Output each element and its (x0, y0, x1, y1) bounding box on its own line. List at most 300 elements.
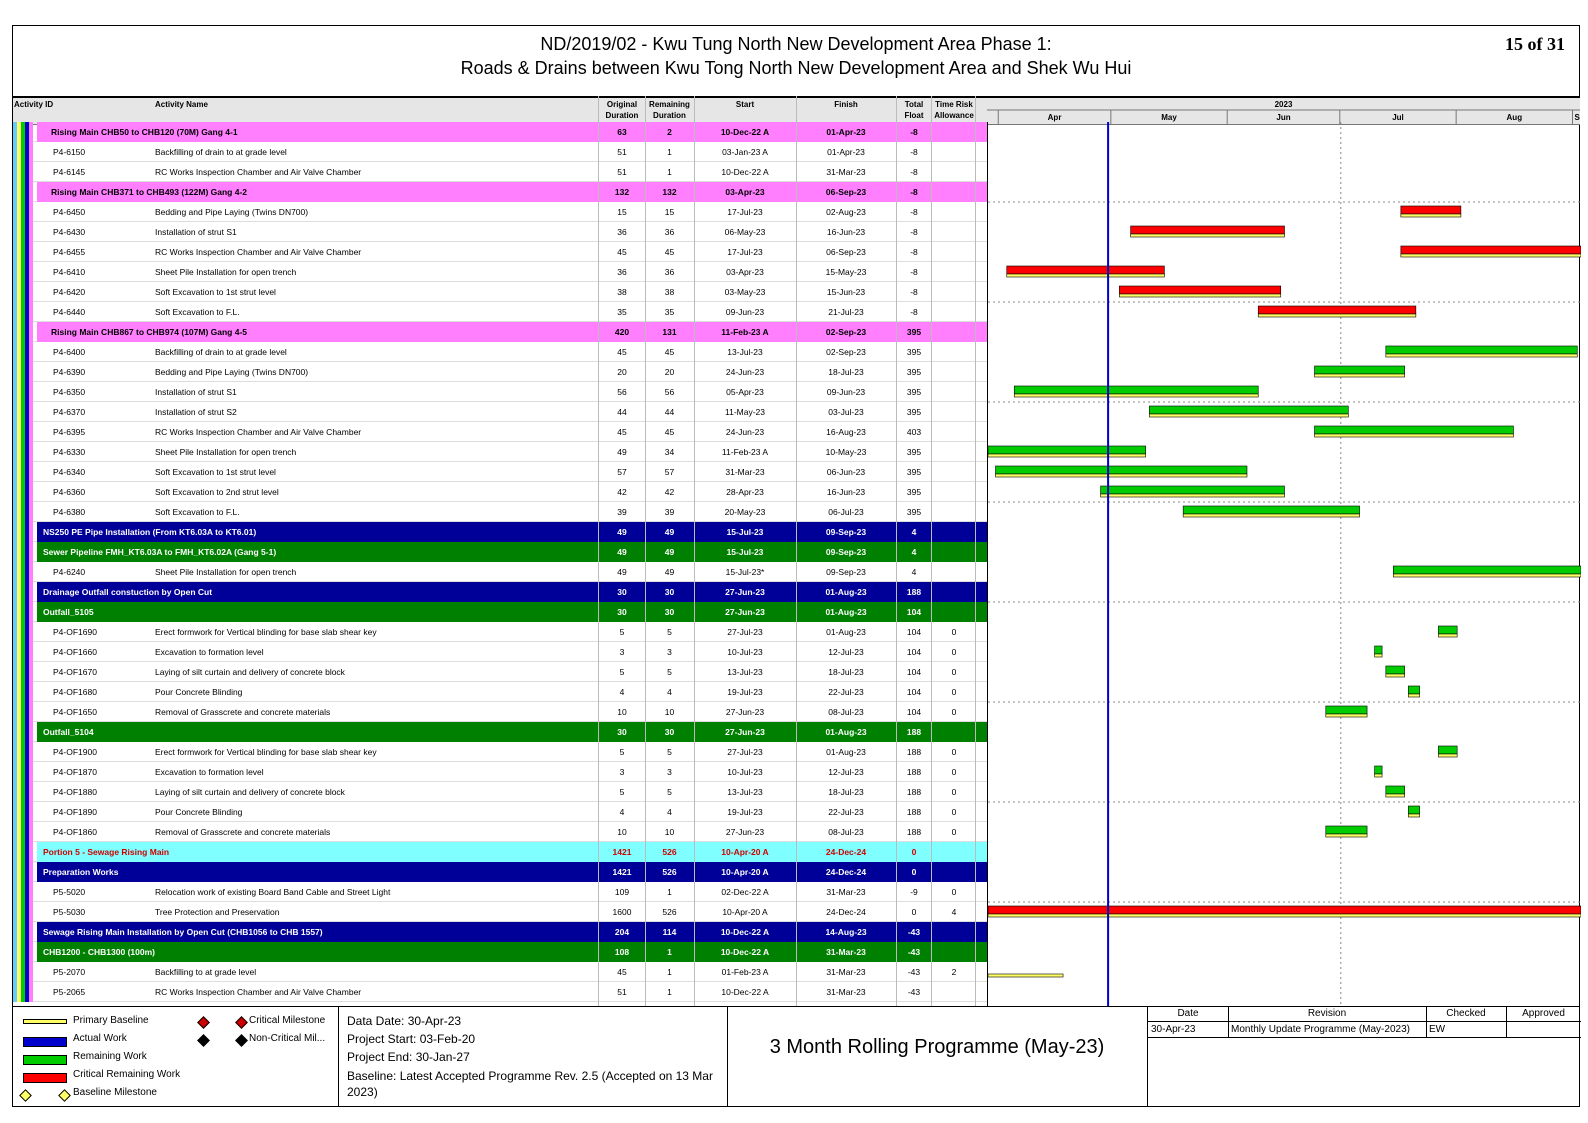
baseline-bar[interactable] (1375, 654, 1383, 657)
original-duration: 5 (619, 667, 625, 677)
finish-date: 12-Jul-23 (828, 647, 864, 657)
time-risk-allowance (932, 362, 976, 382)
remaining-duration: 526 (662, 847, 677, 857)
activity-row[interactable] (13, 222, 987, 242)
activity-id: P4-6380 (53, 507, 86, 517)
group-row[interactable] (13, 922, 987, 942)
finish-date: 02-Sep-23 (826, 347, 866, 357)
activity-row[interactable] (13, 402, 987, 422)
activity-row[interactable] (13, 802, 987, 822)
project-title-line-2: Roads & Drains between Kwu Tong North New Development Area and Shek Wu Hui (460, 58, 1132, 78)
activity-id: P5-2070 (53, 967, 86, 977)
activity-row[interactable] (13, 162, 987, 182)
activity-row[interactable] (13, 462, 987, 482)
start-date: 15-Jul-23* (725, 567, 765, 577)
total-float: 395 (906, 507, 922, 517)
rev-header-date: Date (1177, 1008, 1199, 1019)
remaining-work-bar[interactable] (1375, 646, 1383, 654)
outline-level-stripe (29, 482, 33, 502)
remaining-duration: 3 (667, 767, 672, 777)
original-duration: 51 (617, 147, 627, 157)
baseline-bar[interactable] (1131, 234, 1285, 237)
activity-row[interactable] (13, 762, 987, 782)
time-risk-allowance (932, 162, 976, 182)
total-float: 104 (906, 707, 922, 717)
activity-name: Soft Excavation to F.L. (155, 307, 240, 317)
group-row[interactable] (13, 182, 987, 202)
total-float: 104 (906, 687, 922, 697)
activity-row[interactable] (13, 502, 987, 522)
original-duration: 30 (617, 587, 627, 597)
outline-level-stripe (29, 322, 33, 342)
col-total-float[interactable]: Total Float (904, 100, 924, 120)
critical-milestone-icon (197, 1016, 210, 1029)
column-divider (896, 96, 897, 1006)
original-duration: 10 (617, 707, 627, 717)
group-row[interactable] (13, 122, 987, 142)
activity-id: P4-6240 (53, 567, 86, 577)
activity-name: Relocation work of existing Board Band Cable and Street Light (155, 887, 391, 897)
baseline-bar[interactable] (1014, 394, 1258, 397)
baseline-bar[interactable] (1401, 254, 1581, 257)
remaining-work-bar[interactable] (996, 466, 1247, 474)
activity-name: Installation of strut S2 (155, 407, 237, 417)
group-name: Preparation Works (43, 867, 119, 877)
finish-date: 18-Jul-23 (828, 367, 864, 377)
start-date: 11-Feb-23 A (721, 447, 769, 457)
outline-level-stripe (29, 942, 33, 962)
total-float: 104 (906, 667, 922, 677)
group-name: Rising Main CHB371 to CHB493 (122M) Gang 4-2 (51, 187, 248, 197)
actual-work-swatch (23, 1037, 67, 1047)
baseline-milestone-icon (19, 1089, 32, 1102)
finish-date: 24-Dec-24 (825, 847, 867, 857)
outline-level-stripe (29, 902, 33, 922)
baseline-bar[interactable] (1258, 314, 1416, 317)
original-duration: 4 (619, 687, 625, 697)
col-finish[interactable]: Finish (834, 100, 858, 109)
remaining-work-bar[interactable] (1393, 566, 1581, 574)
activity-id: P4-6390 (53, 367, 86, 377)
remaining-work-bar[interactable] (1326, 826, 1367, 834)
time-risk-allowance: 0 (951, 887, 957, 897)
critical-work-bar[interactable] (1401, 206, 1461, 214)
activity-row[interactable] (13, 742, 987, 762)
baseline-bar[interactable] (1408, 814, 1419, 817)
activity-row[interactable] (13, 642, 987, 662)
col-time-risk[interactable]: Time Risk Allowance (934, 100, 974, 120)
start-date: 06-May-23 (724, 227, 766, 237)
outline-level-stripe (29, 422, 33, 442)
total-float: 188 (906, 587, 922, 597)
remaining-duration: 5 (667, 667, 672, 677)
activity-row[interactable] (13, 242, 987, 262)
col-original-duration[interactable]: Original Duration (605, 100, 639, 120)
start-date: 03-Jan-23 A (722, 147, 768, 157)
activity-row[interactable] (13, 362, 987, 382)
total-float: 4 (911, 547, 917, 557)
original-duration: 45 (617, 247, 627, 257)
activity-id: P4-6410 (53, 267, 86, 277)
group-row[interactable] (13, 602, 987, 622)
activity-name: Sheet Pile Installation for open trench (155, 267, 297, 277)
remaining-work-bar[interactable] (1315, 426, 1514, 434)
baseline-bar[interactable] (1149, 414, 1348, 417)
finish-date: 14-Aug-23 (825, 927, 867, 937)
finish-date: 01-Aug-23 (825, 607, 867, 617)
group-name: Rising Main CHB867 to CHB974 (107M) Gang 4-5 (51, 327, 248, 337)
baseline-bar[interactable] (1326, 714, 1367, 717)
finish-date: 18-Jul-23 (828, 667, 864, 677)
start-date: 15-Jul-23 (726, 547, 764, 557)
outline-level-stripe (29, 722, 33, 742)
outline-level-stripe (29, 662, 33, 682)
group-row[interactable] (13, 582, 987, 602)
activity-row[interactable] (13, 702, 987, 722)
column-divider (796, 96, 797, 1006)
time-risk-allowance (932, 422, 976, 442)
finish-date: 06-Sep-23 (825, 187, 867, 197)
activity-row[interactable] (13, 482, 987, 502)
total-float: 104 (906, 627, 922, 637)
start-date: 03-Apr-23 (725, 187, 765, 197)
remaining-work-bar[interactable] (1386, 786, 1405, 794)
remaining-work-bar[interactable] (1315, 366, 1405, 374)
time-risk-allowance (932, 842, 976, 862)
activity-id: P4-6360 (53, 487, 86, 497)
outline-level-stripe (29, 922, 33, 942)
total-float: -43 (907, 947, 921, 957)
original-duration: 51 (617, 167, 627, 177)
original-duration: 30 (617, 727, 627, 737)
baseline-bar[interactable] (1315, 434, 1514, 437)
baseline-bar[interactable] (988, 974, 1063, 977)
start-date: 10-Dec-22 A (721, 167, 769, 177)
title-block (13, 26, 1579, 96)
group-row[interactable] (13, 722, 987, 742)
activity-row[interactable] (13, 382, 987, 402)
remaining-duration: 49 (664, 547, 675, 557)
outline-level-stripe (29, 162, 33, 182)
rev-header-approved: Approved (1522, 1008, 1565, 1019)
revision-table (1147, 1006, 1581, 1106)
time-risk-allowance (932, 282, 976, 302)
time-risk-allowance (932, 482, 976, 502)
activity-name: Sheet Pile Installation for open trench (155, 447, 297, 457)
time-risk-allowance (932, 522, 976, 542)
outline-level-stripe (29, 442, 33, 462)
remaining-work-bar[interactable] (1014, 386, 1258, 394)
start-date: 03-May-23 (724, 287, 766, 297)
remaining-work-bar[interactable] (1183, 506, 1359, 514)
remaining-work-bar[interactable] (1101, 486, 1285, 494)
col-activity-id[interactable]: Activity ID (14, 100, 54, 109)
group-name: Outfall_5105 (43, 607, 94, 617)
remaining-duration: 45 (664, 247, 675, 257)
remaining-work-bar[interactable] (988, 446, 1146, 454)
activity-row[interactable] (13, 302, 987, 322)
total-float: -43 (907, 927, 921, 937)
activity-id: P4-6430 (53, 227, 86, 237)
group-row[interactable] (13, 942, 987, 962)
activity-row[interactable] (13, 962, 987, 982)
remaining-duration: 34 (664, 447, 675, 457)
activity-row[interactable] (13, 562, 987, 582)
group-name: NS250 PE Pipe Installation (From KT6.03A to KT6.01) (43, 527, 257, 537)
baseline-bar[interactable] (1007, 274, 1165, 277)
remaining-duration: 1 (667, 167, 672, 177)
time-risk-allowance: 0 (951, 647, 957, 657)
total-float: 395 (906, 327, 922, 337)
activity-id: P5-2065 (53, 987, 86, 997)
activity-row[interactable] (13, 342, 987, 362)
activity-name: Excavation to formation level (155, 767, 264, 777)
activity-row[interactable] (13, 262, 987, 282)
remaining-work-bar[interactable] (1408, 806, 1419, 814)
remaining-duration: 42 (664, 487, 675, 497)
baseline-bar[interactable] (988, 914, 1581, 917)
outline-level-stripe (29, 362, 33, 382)
finish-date: 08-Jul-23 (828, 827, 864, 837)
finish-date: 06-Sep-23 (826, 247, 866, 257)
remaining-duration: 132 (662, 187, 677, 197)
outline-level-stripe (29, 202, 33, 222)
activity-id: P5-5030 (53, 907, 86, 917)
start-date: 10-Apr-20 A (721, 847, 769, 857)
baseline-bar[interactable] (1438, 634, 1457, 637)
time-risk-allowance (932, 602, 976, 622)
remaining-work-bar[interactable] (1386, 346, 1577, 354)
finish-date: 31-Mar-23 (826, 987, 866, 997)
activity-row[interactable] (13, 442, 987, 462)
outline-level-stripe (29, 962, 33, 982)
group-row[interactable] (13, 522, 987, 542)
group-row[interactable] (13, 542, 987, 562)
baseline-bar[interactable] (1408, 694, 1419, 697)
outline-level-stripe (29, 882, 33, 902)
critical-work-bar[interactable] (1258, 306, 1416, 314)
outline-level-stripe (29, 622, 33, 642)
remaining-work-bar[interactable] (1408, 686, 1419, 694)
activity-row[interactable] (13, 202, 987, 222)
outline-level-stripe (29, 462, 33, 482)
total-float: 188 (906, 787, 922, 797)
original-duration: 3 (619, 767, 625, 777)
baseline-bar[interactable] (1401, 214, 1461, 217)
outline-level-stripe (29, 642, 33, 662)
activity-row[interactable] (13, 422, 987, 442)
time-risk-allowance (932, 502, 976, 522)
time-risk-allowance (932, 582, 976, 602)
outline-level-stripe (29, 382, 33, 402)
baseline-bar[interactable] (1101, 494, 1285, 497)
activity-row[interactable] (13, 822, 987, 842)
start-date: 27-Jun-23 (725, 607, 765, 617)
remaining-duration: 3 (667, 647, 672, 657)
column-divider (931, 96, 932, 1006)
start-date: 13-Jul-23 (727, 787, 763, 797)
start-date: 24-Jun-23 (725, 427, 765, 437)
activity-row[interactable] (13, 662, 987, 682)
legend-remaining-work: Remaining Work (73, 1051, 147, 1062)
time-risk-allowance (932, 562, 976, 582)
month-label: May (1161, 113, 1177, 122)
activity-name: RC Works Inspection Chamber and Air Valve Chamber (155, 247, 362, 257)
baseline-bar[interactable] (1315, 374, 1405, 377)
original-duration: 3 (619, 647, 625, 657)
activity-row[interactable] (13, 882, 987, 902)
activity-row[interactable] (13, 282, 987, 302)
total-float: 4 (911, 567, 917, 577)
start-date: 17-Jul-23 (727, 207, 763, 217)
legend-critical-remaining: Critical Remaining Work (73, 1069, 181, 1080)
baseline-swatch (23, 1019, 67, 1024)
group-row[interactable] (13, 862, 987, 882)
column-divider (645, 96, 646, 1006)
remaining-duration: 5 (667, 787, 672, 797)
activity-row[interactable] (13, 782, 987, 802)
group-row[interactable] (13, 842, 987, 862)
col-start[interactable]: Start (735, 100, 755, 109)
month-label: S (1574, 113, 1580, 122)
time-risk-allowance (932, 982, 976, 1002)
finish-date: 06-Jun-23 (826, 467, 866, 477)
time-risk-allowance: 0 (951, 687, 957, 697)
outline-level-stripe (29, 702, 33, 722)
group-row[interactable] (13, 322, 987, 342)
finish-date: 31-Mar-23 (826, 167, 866, 177)
critical-work-swatch (23, 1073, 67, 1083)
remaining-duration: 45 (664, 427, 675, 437)
non-critical-milestone-icon-2 (235, 1034, 248, 1047)
remaining-duration: 49 (664, 527, 675, 537)
activity-id: P4-OF1680 (53, 687, 97, 697)
activity-row[interactable] (13, 682, 987, 702)
baseline-bar[interactable] (1326, 834, 1367, 837)
start-date: 28-Apr-23 (726, 487, 764, 497)
activity-id: P4-OF1870 (53, 767, 97, 777)
activity-name: Pour Concrete Blinding (155, 807, 243, 817)
outline-level-stripe (29, 782, 33, 802)
start-date: 11-Feb-23 A (721, 327, 769, 337)
baseline-bar[interactable] (1393, 574, 1581, 577)
start-date: 09-Jun-23 (725, 307, 765, 317)
outline-level-stripe (29, 862, 33, 882)
outline-level-stripe (29, 142, 33, 162)
critical-work-bar[interactable] (1401, 246, 1581, 254)
remaining-work-bar[interactable] (1438, 746, 1457, 754)
original-duration: 420 (614, 327, 630, 337)
original-duration: 45 (617, 967, 627, 977)
remaining-work-bar[interactable] (1149, 406, 1348, 414)
activity-row[interactable] (13, 142, 987, 162)
remaining-work-bar[interactable] (1326, 706, 1367, 714)
outline-level-stripe (29, 122, 33, 142)
critical-work-bar[interactable] (988, 906, 1581, 914)
activity-id: P4-OF1650 (53, 707, 97, 717)
baseline-bar[interactable] (1119, 294, 1280, 297)
critical-work-bar[interactable] (1131, 226, 1285, 234)
remaining-work-bar[interactable] (1386, 666, 1405, 674)
finish-date: 09-Sep-23 (825, 527, 867, 537)
original-duration: 63 (617, 127, 627, 137)
activity-name: Soft Excavation to 1st strut level (155, 467, 276, 477)
start-date: 27-Jun-23 (725, 727, 765, 737)
start-date: 27-Jun-23 (725, 587, 765, 597)
baseline-bar[interactable] (1375, 774, 1383, 777)
total-float: 395 (906, 407, 922, 417)
data-date: Data Date: 30-Apr-23 (347, 1014, 462, 1028)
remaining-duration: 4 (667, 687, 672, 697)
total-float: -8 (910, 267, 918, 277)
activity-row[interactable] (13, 982, 987, 1002)
activity-name: Bedding and Pipe Laying (Twins DN700) (155, 207, 309, 217)
baseline-milestone-icon-2 (58, 1089, 71, 1102)
project-end: Project End: 30-Jan-27 (347, 1050, 470, 1064)
outline-level-stripe (29, 842, 33, 862)
start-date: 03-Apr-23 (726, 267, 764, 277)
finish-date: 24-Dec-24 (826, 907, 866, 917)
rev-header-checked: Checked (1446, 1008, 1486, 1019)
finish-date: 09-Jun-23 (826, 387, 866, 397)
critical-milestone-icon-2 (235, 1016, 248, 1029)
activity-id: P5-5020 (53, 887, 86, 897)
remaining-work-bar[interactable] (1375, 766, 1383, 774)
baseline-bar[interactable] (1386, 674, 1405, 677)
baseline-bar[interactable] (988, 454, 1146, 457)
remaining-duration: 1 (667, 887, 672, 897)
activity-row[interactable] (13, 902, 987, 922)
column-divider (975, 96, 976, 1006)
project-info (338, 1006, 728, 1106)
time-risk-allowance (932, 302, 976, 322)
finish-date: 01-Aug-23 (826, 747, 866, 757)
activity-name: Backfilling of drain to at grade level (155, 347, 287, 357)
remaining-duration: 2 (667, 127, 672, 137)
finish-date: 09-Sep-23 (825, 547, 867, 557)
remaining-work-bar[interactable] (1438, 626, 1457, 634)
col-activity-name[interactable]: Activity Name (155, 100, 208, 109)
total-float: -8 (910, 167, 918, 177)
activity-row[interactable] (13, 622, 987, 642)
baseline-bar[interactable] (996, 474, 1247, 477)
original-duration: 36 (617, 267, 627, 277)
timescale-svg (987, 98, 1580, 124)
remaining-duration: 35 (664, 307, 675, 317)
total-float: -8 (910, 247, 918, 257)
start-date: 19-Jul-23 (727, 687, 763, 697)
finish-date: 31-Mar-23 (826, 947, 866, 957)
start-date: 27-Jul-23 (727, 627, 763, 637)
baseline-bar[interactable] (1438, 754, 1457, 757)
start-date: 17-Jul-23 (727, 247, 763, 257)
original-duration: 5 (619, 747, 625, 757)
baseline-bar[interactable] (1183, 514, 1359, 517)
critical-work-bar[interactable] (1119, 286, 1280, 294)
start-date: 20-May-23 (724, 507, 766, 517)
activity-table (13, 122, 987, 1006)
baseline-bar[interactable] (1386, 354, 1577, 357)
activity-name: Soft Excavation to 1st strut level (155, 287, 276, 297)
total-float: 403 (906, 427, 922, 437)
original-duration: 45 (617, 347, 627, 357)
total-float: 395 (906, 487, 922, 497)
col-remaining-duration[interactable]: Remaining Duration (649, 100, 690, 120)
baseline-bar[interactable] (1386, 794, 1405, 797)
critical-work-bar[interactable] (1007, 266, 1165, 274)
remaining-duration: 114 (662, 927, 677, 937)
total-float: 0 (911, 907, 917, 917)
